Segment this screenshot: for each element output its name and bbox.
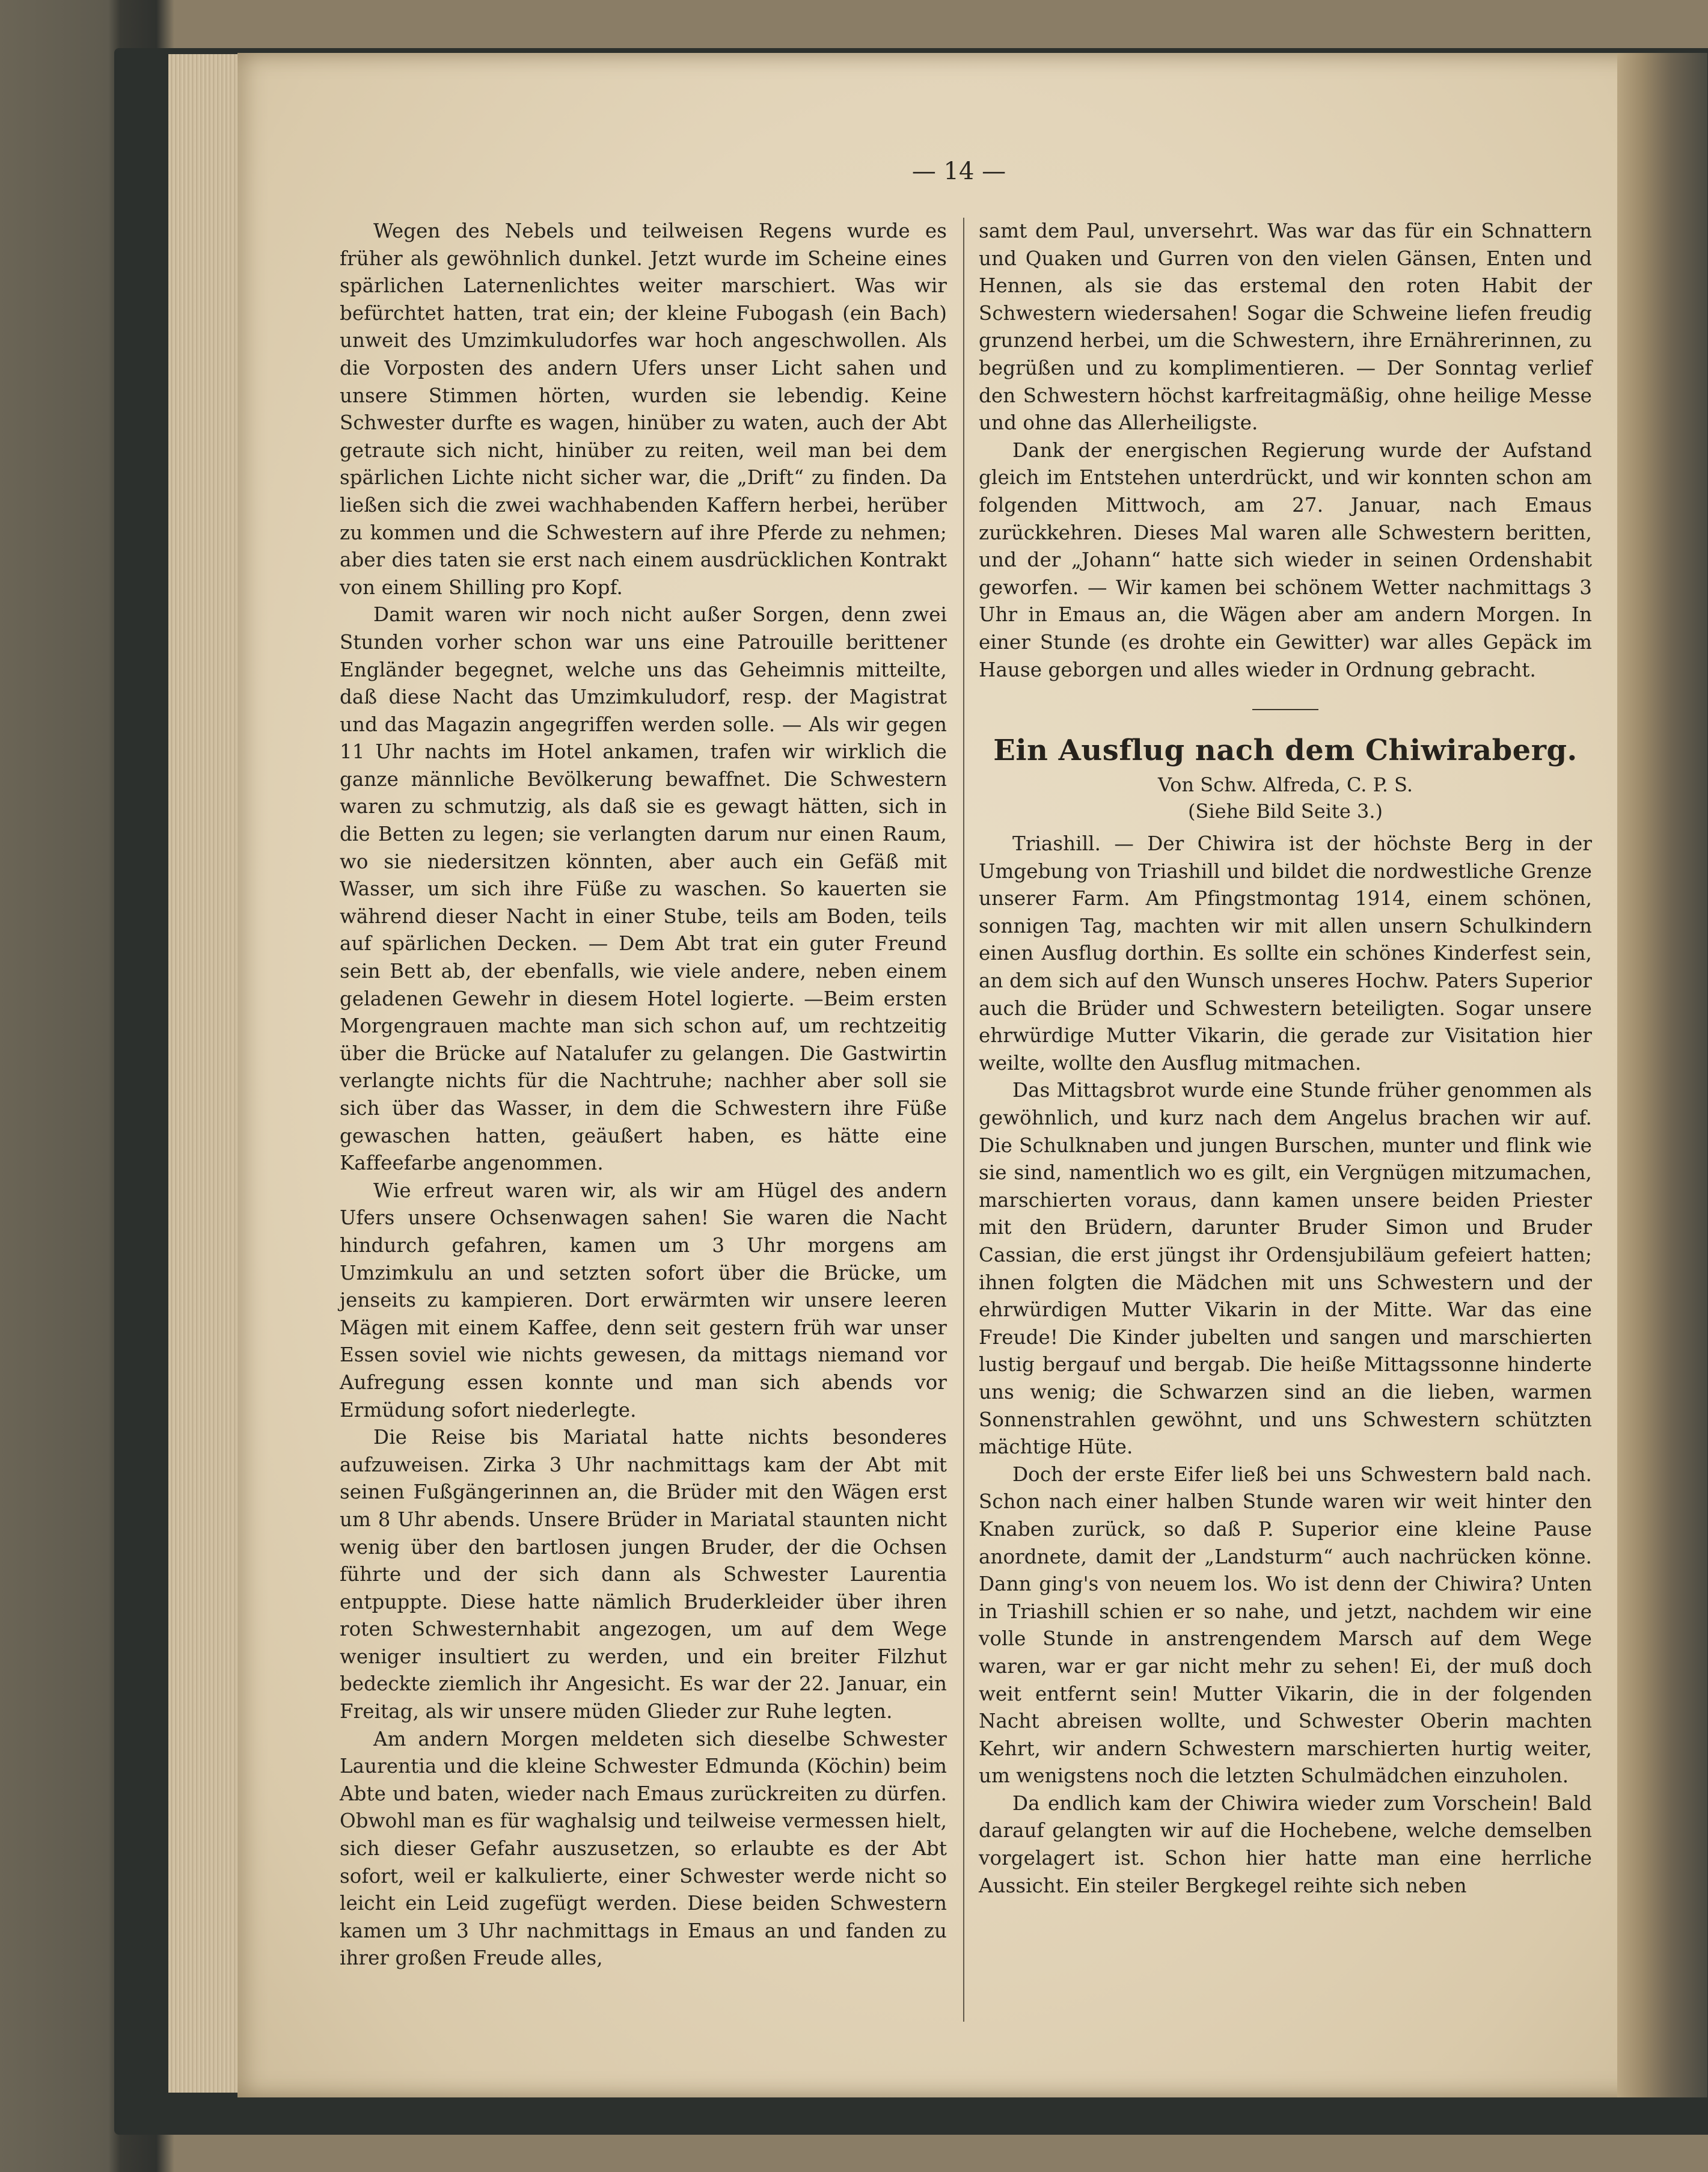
article-byline: Von Schw. Alfreda, C. P. S. (1158, 773, 1413, 797)
right-column (979, 218, 1592, 1900)
paragraph: Am andern Morgen meldeten sich dieselbe Schwester Laurentia und die kleine Schwester Edmunda (Köchin) beim Abte und baten, wieder nach Emaus zurückreiten zu dürfen. Obwohl man es für waghalsig und teilweise vermessen hielt, sich dieser Gefahr auszusetzen, so erlaubte es der Abt sofort, weil er kalkulierte, einer Schwester werde nicht so leicht ein Leid zugefügt werden. Diese beiden Schwestern kamen um 3 Uhr nachmittags in Emaus an und fanden zu ihrer großen Freude alles, (340, 1727, 947, 1970)
article-title: Ein Ausflug nach dem Chiwiraberg. (993, 734, 1578, 768)
paragraph: Da endlich kam der Chiwira wieder zum Vorschein! Bald darauf gelangten wir auf die Hochebene, welche demselben vorgelagert ist. Schon hier hatte man eine herrliche Aussicht. Ein steiler Bergkegel reihte sich neben (979, 1791, 1592, 1897)
paragraph: Wie erfreut waren wir, als wir am Hügel des andern Ufers unsere Ochsenwagen sahen! Sie waren die Nacht hindurch gefahren, kamen um 3 Uhr morgens am Umzimkulu an und setzten sofort über die Brücke, um jenseits zu kampieren. Dort erwärmten wir unsere leeren Mägen mit einem Kaffee, denn seit gestern früh war unser Essen soviel wie nichts gewesen, da mittags niemand vor Aufregung essen konnte und man sich abends vor Ermüdung sofort niederlegte. (340, 1179, 947, 1422)
paragraph: Doch der erste Eifer ließ bei uns Schwestern bald nach. Schon nach einer halben Stunde waren wir weit hinter den Knaben zurück, so daß P. Superior eine kleine Pause anordnete, damit der „Landsturm“ auch nachrücken könne. Dann ging's von neuem los. Wo ist denn der Chiwira? Unten in Triashill schien er so nahe, und jetzt, nachdem wir eine volle Stunde in anstrengendem Marsch auf dem Wege waren, war er gar nicht mehr zu sehen! Ei, der muß doch weit entfernt sein! Mutter Vikarin, die in der folgenden Nacht abreisen wollte, und Schwester Oberin machten Kehrt, wir andern Schwestern marschierten hurtig weiter, um wenigstens noch die letzten Schulmädchen einzuholen. (979, 1462, 1592, 1788)
left-column (340, 218, 947, 1972)
page-stack-edge (168, 54, 240, 2093)
paragraph: Dank der energischen Regierung wurde der Aufstand gleich im Entstehen unterdrückt, und wir konnten schon am folgenden Mittwoch, am 27. Januar, nach Emaus zurückkehren. Dieses Mal waren alle Schwestern beritten, und der „Johann“ hatte sich wieder in seinen Ordenshabit geworfen. — Wir kamen bei schönem Wetter nachmittags 3 Uhr in Emaus an, die Wägen aber am andern Morgen. In einer Stunde (es drohte ein Gewitter) war alles Gepäck im Hause geborgen und alles wieder in Ordnung gebracht. (979, 438, 1592, 681)
paragraph: Die Reise bis Mariatal hatte nichts besonderes aufzuweisen. Zirka 3 Uhr nachmittags kam der Abt mit seinen Fußgängerinnen an, die Brüder mit den Wägen erst um 8 Uhr abends. Unsere Brüder in Mariatal staunten nicht wenig über den bartlosen jungen Bruder, der die Ochsen führte und der sich dann als Schwester Laurentia entpuppte. Diese hatte nämlich Bruderkleider über ihren roten Schwesternhabit angezogen, um auf dem Wege weniger insultiert zu werden, und ein breiter Filzhut bedeckte ziemlich ihr Angesicht. Es war der 22. Januar, ein Freitag, als wir unsere müden Glieder zur Ruhe legten. (340, 1426, 947, 1723)
paragraph: Wegen des Nebels und teilweisen Regens wurde es früher als gewöhnlich dunkel. Jetzt wurde im Scheine eines spärlichen Laternenlichtes weiter marschiert. Was wir befürchtet hatten, trat ein; der kleine Fubogash (ein Bach) unweit des Umzimkuludorfes war hoch angeschwollen. Als die Vorposten des andern Ufers unser Licht sahen und unsere Stimmen hörten, wurden sie lebendig. Keine Schwester durfte es wagen, hinüber zu waten, auch der Abt getraute sich nicht, hinüber zu reiten, weil man bei dem spärlichen Lichte nicht sicher war, die „Drift“ zu finden. Da ließen sich die zwei wachhabenden Kaffern herbei, herüber zu kommen und die Schwestern auf ihre Pferde zu nehmen; aber dies taten sie erst nach einem ausdrücklichen Kontrakt von einem Shilling pro Kopf. (340, 219, 947, 599)
page-number: — 14 — (911, 158, 1006, 185)
paragraph: samt dem Paul, unversehrt. Was war das für ein Schnattern und Quaken und Gurren von den vielen Gänsen, Enten und Hennen, als sie das erstemal den roten Habit der Schwestern wiedersahen! Sogar die Schweine liefen freudig grunzend herbei, um die Schwestern, ihre Ernährerinnen, zu begrüßen und zu komplimentieren. — Der Sonntag verlief den Schwestern höchst karfreitagmäßig, ohne heilige Messe und ohne das Allerheiligste. (979, 219, 1592, 435)
book-gutter (1617, 53, 1707, 2097)
paragraph: Damit waren wir noch nicht außer Sorgen, denn zwei Stunden vorher schon war uns eine Patrouille berittener Engländer begegnet, welche uns das Geheimnis mitteilte, daß diese Nacht das Umzimkuludorf, resp. der Magistrat und das Magazin angegriffen werden solle. — Als wir gegen 11 Uhr nachts im Hotel ankamen, trafen wir wirklich die ganze männliche Bevölkerung bewaffnet. Die Schwestern waren zu schmutzig, als daß sie es gewagt hätten, sich in die Betten zu legen; sie verlangten darum nur einen Raum, wo sie niedersitzen könnten, aber auch ein Gefäß mit Wasser, um sich ihre Füße zu waschen. So kauerten sie während dieser Nacht in einer Stube, teils am Boden, teils auf spärlichen Decken. — Dem Abt trat ein guter Freund sein Bett ab, der ebenfalls, wie viele andere, neben einem geladenen Gewehr in diesem Hotel logierte. —Beim ersten Morgengrauen machte man sich schon auf, um rechtzeitig über die Brücke auf Natalufer zu gelangen. Die Gastwirtin verlangte nichts für die Nachtruhe; nachher aber soll sie sich über das Wasser, in dem die Schwestern ihre Füße gewaschen hatten, geäußert haben, es hätte eine Kaffeefarbe angenommen. (340, 603, 947, 1175)
column-divider (963, 218, 964, 2022)
section-separator (1252, 709, 1318, 710)
paragraph: Das Mittagsbrot wurde eine Stunde früher genommen als gewöhnlich, und kurz nach dem Angelus brachen wir auf. Die Schulknaben und jungen Burschen, munter und flink wie sie sind, namentlich wo es gilt, ein Vergnügen mitzumachen, marschierten voraus, dann kamen unsere beiden Priester mit den Brüdern, darunter Bruder Simon und Bruder Cassian, die erst jüngst ihr Ordensjubiläum gefeiert hatten; ihnen folgten die Mädchen mit uns Schwestern und der ehrwürdigen Mutter Vikarin in der Mitte. War das eine Freude! Die Kinder jubelten und sangen und marschierten lustig bergauf und bergab. Die heiße Mittagssonne hinderte uns wenig; die Schwarzen sind an die lieben, warmen Sonnenstrahlen gewöhnt, und uns Schwestern schützten mächtige Hüte. (979, 1079, 1592, 1459)
paragraph: Triashill. — Der Chiwira ist der höchste Berg in der Umgebung von Triashill und bildet die nordwestliche Grenze unserer Farm. Am Pfingstmontag 1914, einem schönen, sonnigen Tag, machten wir mit allen unsern Schulkindern einen Ausflug dorthin. Es sollte ein schönes Kinderfest sein, an dem sich auf den Wunsch unseres Hochw. Paters Superior auch die Brüder und Schwestern beteiligten. Sogar unsere ehrwürdige Mutter Vikarin, die gerade zur Visitation hier weilte, wollte den Ausflug mitmachen. (979, 832, 1592, 1075)
image-reference: (Siehe Bild Seite 3.) (1187, 800, 1383, 823)
